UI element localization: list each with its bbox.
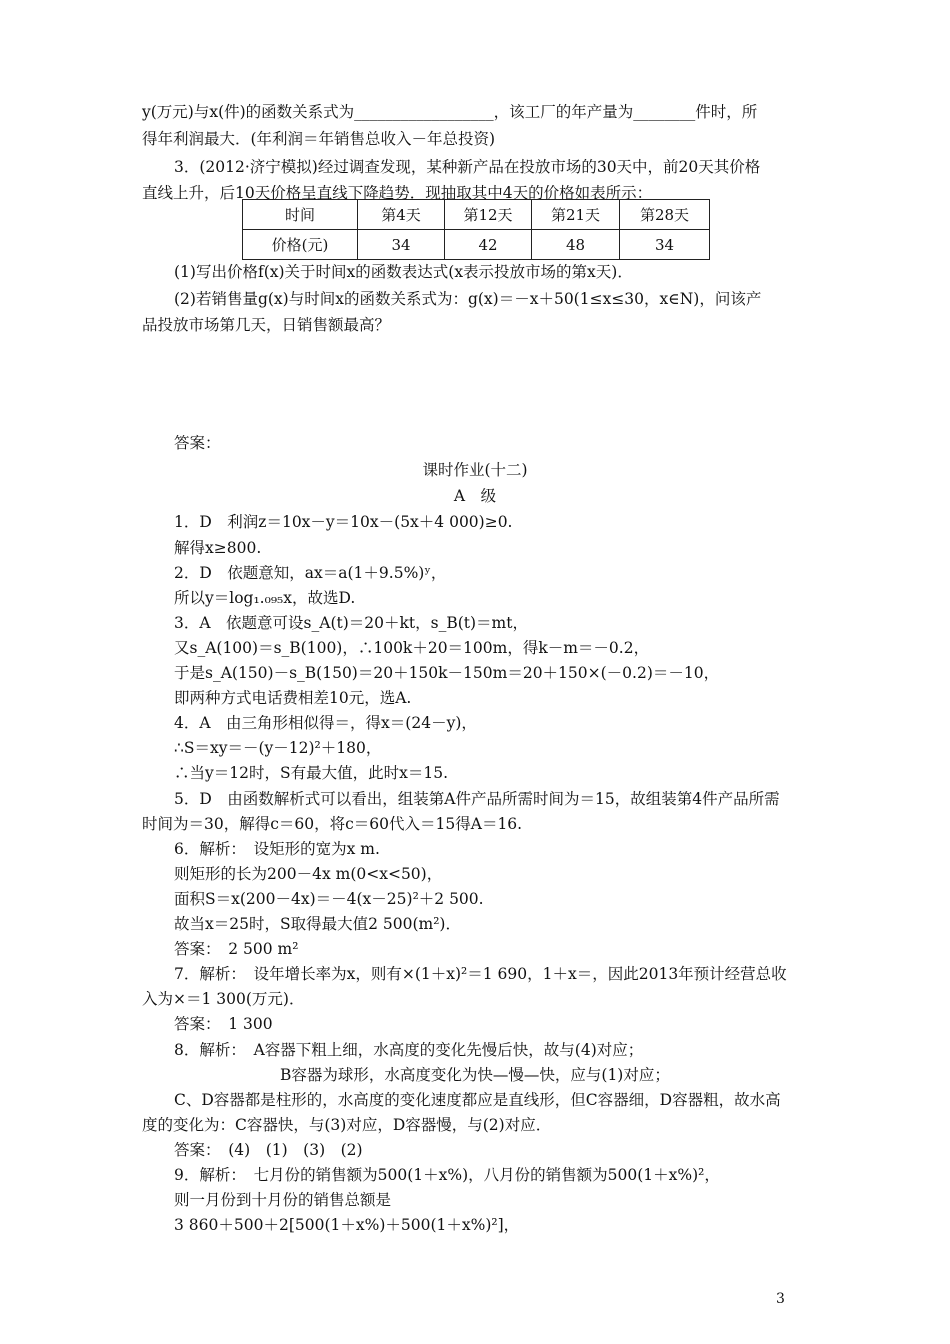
table-cell: 价格(元) [243, 230, 358, 260]
answer-line: 度的变化为：C容器快，与(3)对应，D容器慢，与(2)对应． [142, 1116, 552, 1134]
table-cell: 34 [358, 230, 445, 260]
answer-line: 3 860＋500＋2[500(1＋x%)＋500(1＋x%)²]， [174, 1216, 520, 1234]
table-cell: 第28天 [620, 200, 710, 230]
table-cell: 第21天 [532, 200, 620, 230]
text-line: y(万元)与x(件)的函数关系式为__________________，该工厂的年产量为________件时，所 [142, 103, 758, 121]
answer-line: B容器为球形，水高度变化为快—慢—快，应与(1)对应； [280, 1066, 670, 1084]
answer-line: 时间为＝30，解得c＝60，将c＝60代入＝15得A＝16. [142, 815, 523, 833]
table-cell: 第12天 [445, 200, 532, 230]
section-title: 课时作业(十二) [422, 461, 528, 479]
question-1: (1)写出价格f(x)关于时间x的函数表达式(x表示投放市场的第x天)． [174, 263, 633, 281]
answer-line: 即两种方式电话费相差10元，选A. [174, 689, 412, 707]
answer-line: 1．D 利润z＝10x－y＝10x－(5x＋4 000)≥0. [174, 513, 513, 531]
answer-line: ∴当y＝12时，S有最大值，此时x＝15. [174, 764, 448, 782]
answer-line: 所以y＝log₁.₀₉₅x，故选D. [174, 589, 356, 607]
answer-line: 9．解析： 七月份的销售额为500(1＋x%)，八月份的销售额为500(1＋x%)²， [174, 1166, 720, 1184]
answer-line: 于是s_A(150)－s_B(150)＝20＋150k－150m＝20＋150×(－0.2)＝－10， [174, 664, 720, 682]
answer-line: 则一月份到十月份的销售总额是 [174, 1191, 392, 1209]
answer-line: 3．A 依题意可设s_A(t)＝20＋kt，s_B(t)＝mt， [174, 614, 528, 632]
answer-line: 答案： 2 500 m² [174, 940, 299, 958]
problem-3-title: 3．(2012·济宁模拟)经过调查发现，某种新产品在投放市场的30天中，前20天其价格 [174, 158, 761, 176]
question-2: (2)若销售量g(x)与时间x的函数关系式为：g(x)＝－x＋50(1≤x≤30，x∈N)，问该产 [174, 290, 762, 308]
text-line: 品投放市场第几天，日销售额最高？ [142, 316, 391, 334]
answer-line: 8．解析： A容器下粗上细，水高度的变化先慢后快，故与(4)对应； [174, 1041, 644, 1059]
answer-line: 则矩形的长为200－4x m(0<x<50)， [174, 865, 443, 883]
table-row [243, 200, 710, 230]
table-cell: 42 [445, 230, 532, 260]
answer-line: 7．解析： 设年增长率为x，则有×(1＋x)²＝1 690，1＋x＝，因此2013年预计经营总收 [174, 965, 787, 983]
answer-line: 又s_A(100)＝s_B(100)，∴100k＋20＝100m，得k－m＝－0.2， [174, 639, 650, 657]
table-cell: 34 [620, 230, 710, 260]
table-cell: 第4天 [358, 200, 445, 230]
answer-line: 答案： 1 300 [174, 1015, 273, 1033]
answer-line: 面积S＝x(200－4x)＝－4(x－25)²＋2 500. [174, 890, 484, 908]
answers-label: 答案： [174, 434, 221, 452]
text-line: 直线上升，后10天价格呈直线下降趋势．现抽取其中4天的价格如表所示： [142, 184, 653, 202]
answer-line: C、D容器都是柱形的，水高度的变化速度都应是直线形，但C容器细，D容器粗，故水高 [174, 1091, 781, 1109]
answer-line: 6．解析： 设矩形的宽为x m. [174, 840, 380, 858]
answer-line: 答案： (4) (1) (3) (2) [174, 1141, 363, 1159]
answer-line: 2．D 依题意知，ax＝a(1＋9.5%)ʸ， [174, 564, 447, 582]
price-table [242, 199, 710, 260]
answer-line: ∴S＝xy＝－(y－12)²＋180， [174, 739, 382, 757]
answer-line: 4．A 由三角形相似得＝，得x＝(24－y)， [174, 714, 477, 732]
level-title: A 级 [453, 487, 497, 505]
answer-line: 故当x＝25时，S取得最大值2 500(m²)． [174, 915, 461, 933]
answer-line: 入为×＝1 300(万元)． [142, 990, 305, 1008]
answer-line: 解得x≥800. [174, 539, 262, 557]
answer-line: 5．D 由函数解析式可以看出，组装第A件产品所需时间为＝15，故组装第4件产品所需 [174, 790, 780, 808]
table-cell: 时间 [243, 200, 358, 230]
page-number: 3 [776, 1291, 785, 1307]
text-line: 得年利润最大．(年利润＝年销售总收入－年总投资) [142, 130, 496, 148]
table-row [243, 230, 710, 260]
table-cell: 48 [532, 230, 620, 260]
